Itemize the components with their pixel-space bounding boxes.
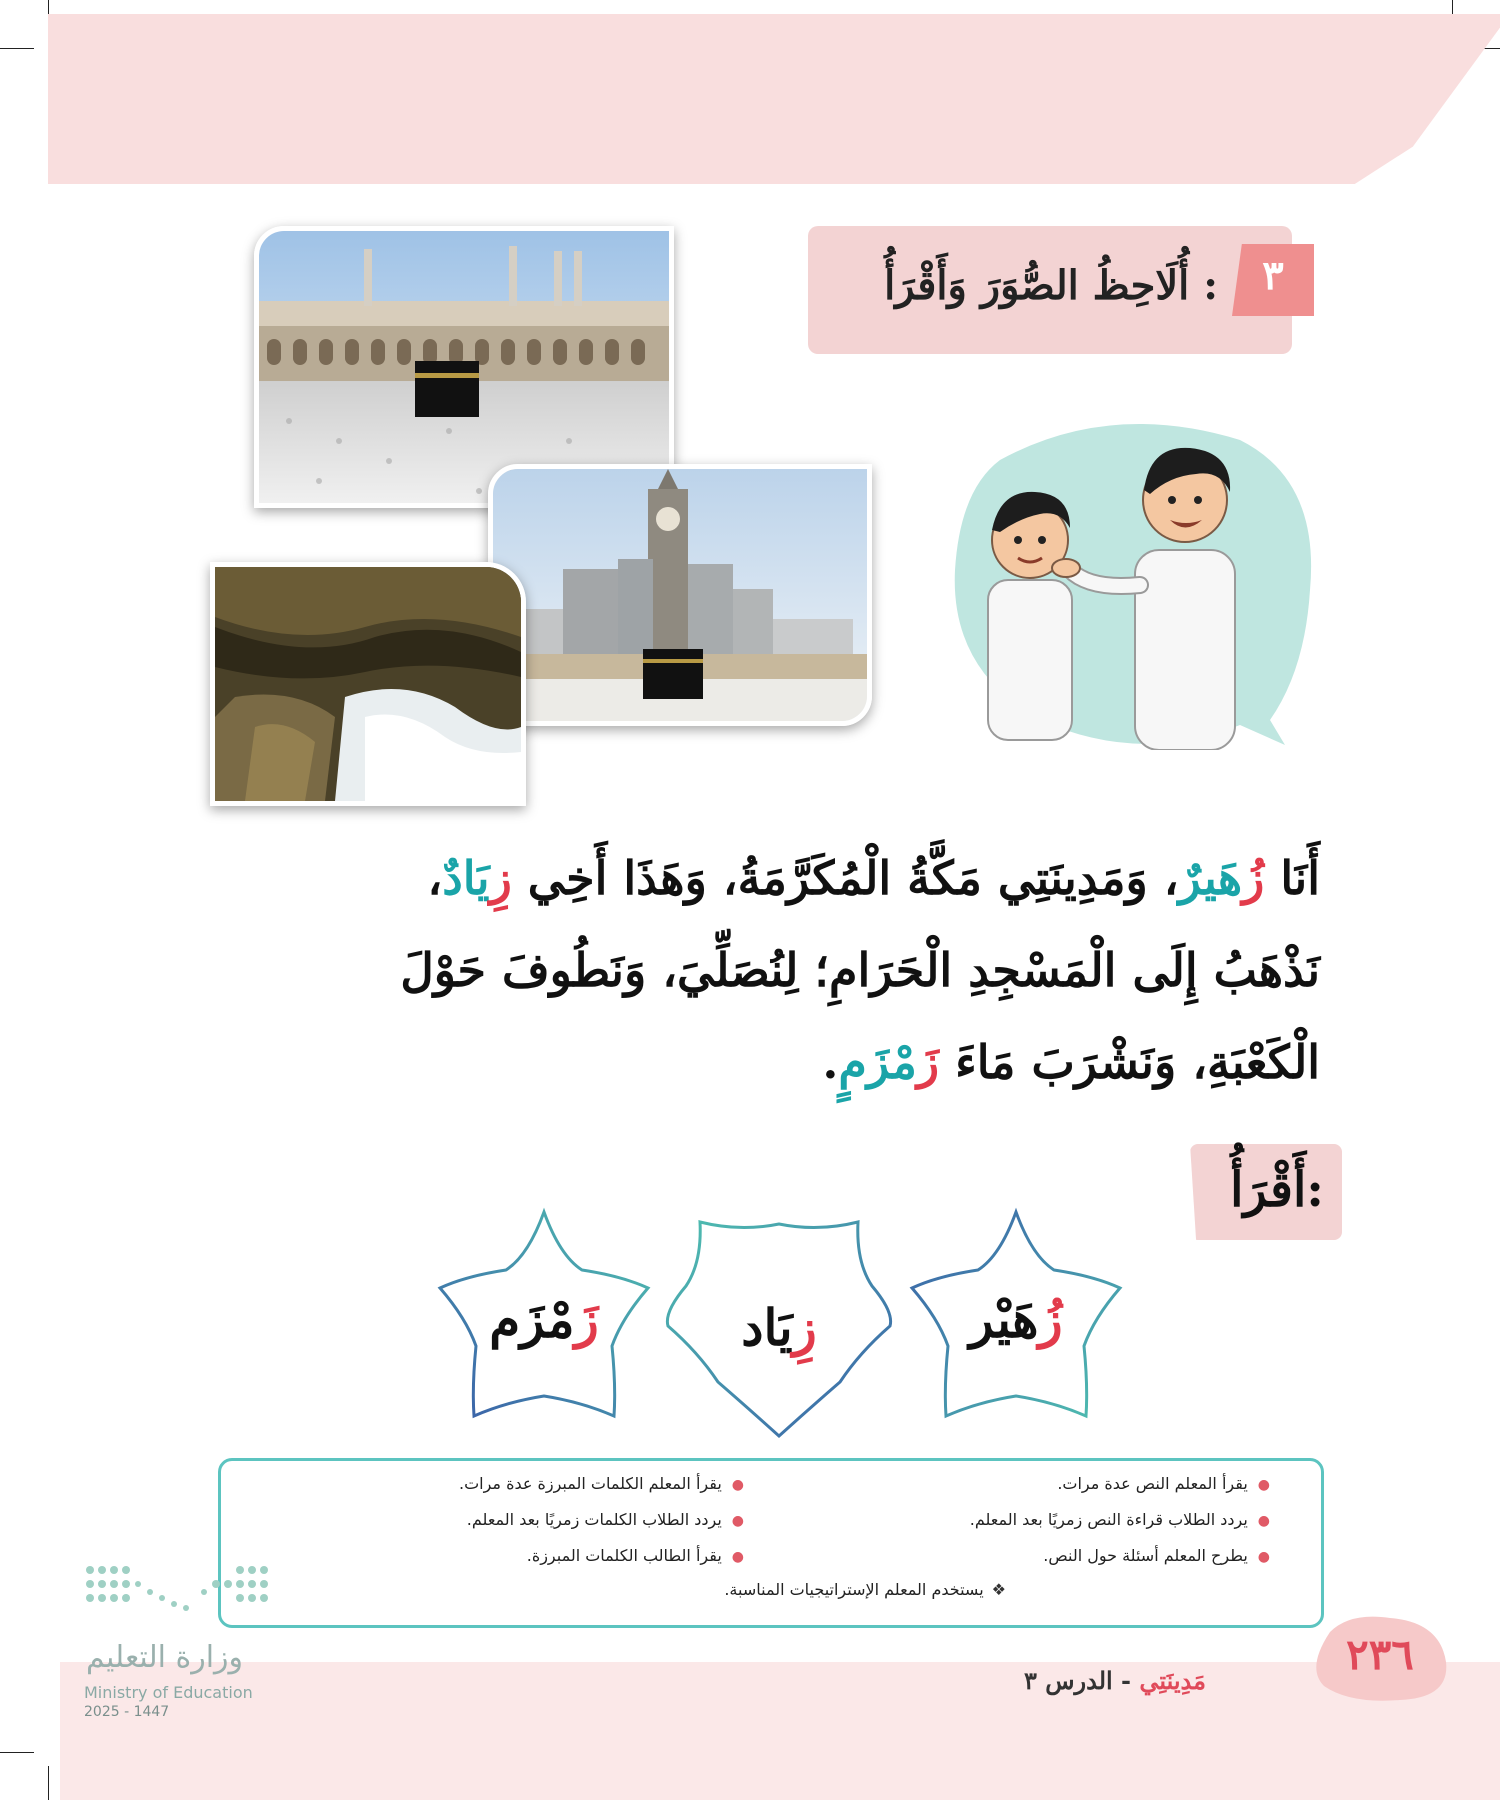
crop-mark bbox=[0, 48, 34, 49]
crop-mark bbox=[48, 1766, 49, 1800]
star-first-letter: زُ bbox=[1038, 1290, 1063, 1349]
teacher-note bbox=[459, 1474, 744, 1493]
paragraph-text: الْكَعْبَةِ، وَنَشْرَبَ مَاءَ bbox=[939, 1035, 1320, 1089]
small-boy-figure bbox=[988, 492, 1072, 740]
ministry-name-english: Ministry of Education bbox=[84, 1683, 253, 1702]
highlight-letter: زَ bbox=[916, 1035, 940, 1089]
main-reading-paragraph bbox=[210, 832, 1320, 1108]
highlight-letter: زِ bbox=[489, 851, 512, 905]
lesson-title-accent: مَدِينَتِي bbox=[1139, 1666, 1206, 1695]
highlighted-word-zamzam bbox=[838, 1035, 939, 1089]
section-number: ٣ bbox=[1262, 252, 1284, 299]
ministry-logo-dots bbox=[84, 1562, 274, 1626]
clock-tower-photo bbox=[488, 464, 872, 726]
zamzam-water-photo bbox=[210, 562, 526, 806]
paragraph-line-1 bbox=[210, 832, 1320, 924]
paragraph-line-2: نَذْهَبُ إِلَى الْمَسْجِدِ الْحَرَامِ؛ لِنُصَلِّيَ، وَنَطُوفَ حَوْلَ bbox=[400, 943, 1320, 997]
star-word-text bbox=[660, 1298, 898, 1357]
ministry-name-arabic: وزارة التعليم bbox=[86, 1640, 244, 1675]
paragraph-text: ، bbox=[427, 851, 443, 905]
highlight-rest: هَيرٌ bbox=[1178, 851, 1243, 905]
page-number: ٢٣٦ bbox=[1346, 1630, 1414, 1679]
star-word-rest: مْزَم bbox=[489, 1290, 575, 1349]
paragraph-line-3 bbox=[210, 1016, 1320, 1108]
star-first-letter: زَ bbox=[574, 1290, 599, 1349]
paragraph-text: ، وَمَدِينَتِي مَكَّةُ الْمُكَرَّمَةُ، وَهَذَا أَخِي bbox=[511, 851, 1179, 905]
lesson-title-rest: - الدرس ٣ bbox=[1023, 1666, 1140, 1695]
highlighted-word-ziyad bbox=[442, 851, 512, 905]
ministry-year: 2025 - 1447 bbox=[84, 1704, 170, 1720]
crop-mark bbox=[0, 1752, 34, 1753]
zamzam-water-image bbox=[215, 567, 521, 801]
teacher-note bbox=[1043, 1546, 1270, 1565]
note-text: يستخدم المعلم الإستراتيجيات المناسبة. bbox=[724, 1580, 984, 1599]
bullet-icon: ● bbox=[731, 1513, 744, 1529]
teacher-note bbox=[467, 1510, 744, 1529]
bullet-icon: ● bbox=[731, 1549, 744, 1565]
note-text: يردد الطلاب قراءة النص زمريًا بعد المعلم. bbox=[969, 1510, 1248, 1529]
clock-tower-image bbox=[493, 469, 867, 721]
bullet-icon: ● bbox=[1257, 1477, 1270, 1493]
highlight-letter: زُ bbox=[1242, 851, 1265, 905]
diamond-bullet-icon: ❖ bbox=[991, 1580, 1006, 1599]
bullet-icon: ● bbox=[731, 1477, 744, 1493]
teacher-note bbox=[527, 1546, 744, 1565]
footer-band bbox=[60, 1662, 1500, 1800]
star-word-zamzam bbox=[432, 1206, 656, 1426]
note-text: يطرح المعلم أسئلة حول النص. bbox=[1043, 1546, 1248, 1565]
paragraph-text: . bbox=[822, 1035, 839, 1089]
header-band bbox=[48, 14, 1500, 184]
paragraph-text: أَنَا bbox=[1264, 851, 1320, 905]
star-word-ziyad bbox=[660, 1212, 898, 1442]
bullet-icon: ● bbox=[1257, 1549, 1270, 1565]
teacher-note bbox=[970, 1510, 1270, 1529]
note-text: يردد الطلاب الكلمات زمريًا بعد المعلم. bbox=[466, 1510, 722, 1529]
star-word-zuhair bbox=[904, 1206, 1128, 1426]
section-title: أُلَاحِظُ الصُّوَرَ وَأَقْرَأُ : bbox=[884, 262, 1218, 309]
teacher-note bbox=[1057, 1474, 1270, 1493]
note-text: يقرأ الطالب الكلمات المبرزة. bbox=[526, 1546, 722, 1565]
note-text: يقرأ المعلم الكلمات المبرزة عدة مرات. bbox=[459, 1474, 722, 1493]
highlight-rest: مْزَمٍ bbox=[838, 1035, 917, 1089]
note-text: يقرأ المعلم النص عدة مرات. bbox=[1057, 1474, 1248, 1493]
kaaba-crowd-image bbox=[259, 231, 669, 503]
teacher-note-strategy bbox=[724, 1580, 1006, 1599]
star-word-text bbox=[432, 1290, 656, 1349]
star-first-letter: زِ bbox=[792, 1298, 817, 1357]
highlight-rest: يَادٌ bbox=[442, 851, 490, 905]
highlighted-word-zuhair bbox=[1179, 851, 1265, 905]
star-word-rest: هَيْر bbox=[969, 1290, 1039, 1349]
children-speech-bubble-illustration bbox=[940, 420, 1320, 750]
read-label: أَقْرَأُ: bbox=[1230, 1162, 1324, 1218]
lesson-title bbox=[996, 1666, 1206, 1695]
star-word-text bbox=[904, 1290, 1128, 1349]
star-word-rest: يَاد bbox=[741, 1298, 793, 1357]
bullet-icon: ● bbox=[1257, 1513, 1270, 1529]
